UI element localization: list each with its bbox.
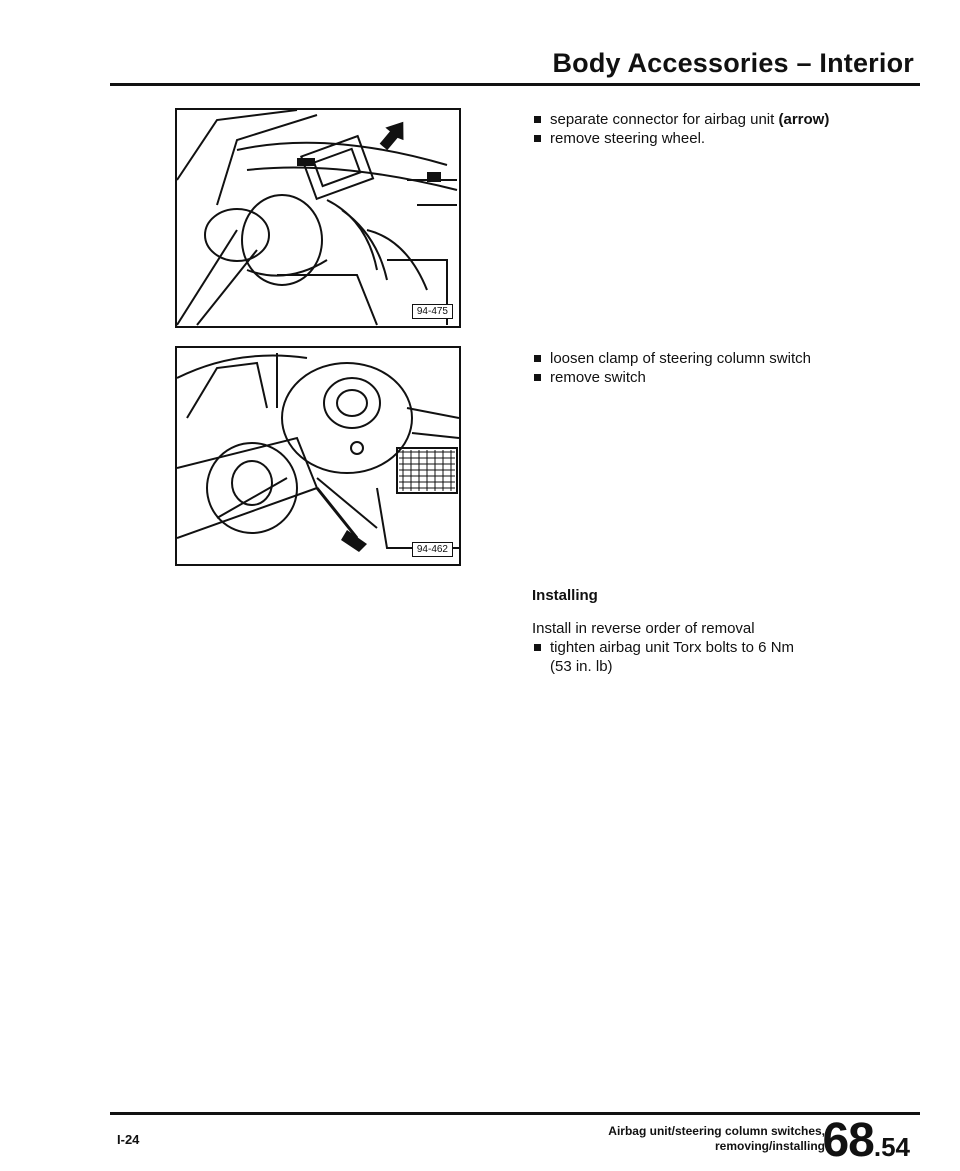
footer-description-line: removing/installing [714,1139,825,1153]
list-item: loosen clamp of steering column switch [532,349,932,368]
footer-description [525,1124,825,1154]
list-item: remove switch [532,368,932,387]
steps-airbag-removal [532,110,932,148]
page-number: I-24 [117,1132,140,1147]
step-text: separate connector for airbag unit [550,111,779,128]
installing-intro: Install in reverse order of removal [532,620,755,637]
step-emphasis: (arrow) [778,111,830,128]
section-code-major: 68 [822,1114,874,1167]
header-rule [110,83,920,86]
airbag-connector-illustration [177,110,459,326]
page-title: Body Accessories – Interior [552,48,914,78]
steps-switch-removal [532,349,932,387]
list-item: remove steering wheel. [532,129,932,148]
list-item: tighten airbag unit Torx bolts to 6 Nm [532,638,932,657]
installing-section [532,586,932,676]
section-code-minor: .54 [873,1132,910,1162]
footer-description-line: Airbag unit/steering column switches, [608,1124,825,1138]
list-item [532,110,932,129]
list-item-continuation: (53 in. lb) [550,658,613,675]
steering-column-switch-illustration [177,348,459,564]
figure-airbag-connector [175,108,461,328]
section-code [822,1113,910,1168]
figure-steering-column-switch [175,346,461,566]
figure-label: 94-475 [412,304,453,319]
footer-rule [110,1112,920,1115]
section-heading: Installing [532,587,598,604]
figure-label: 94-462 [412,542,453,557]
